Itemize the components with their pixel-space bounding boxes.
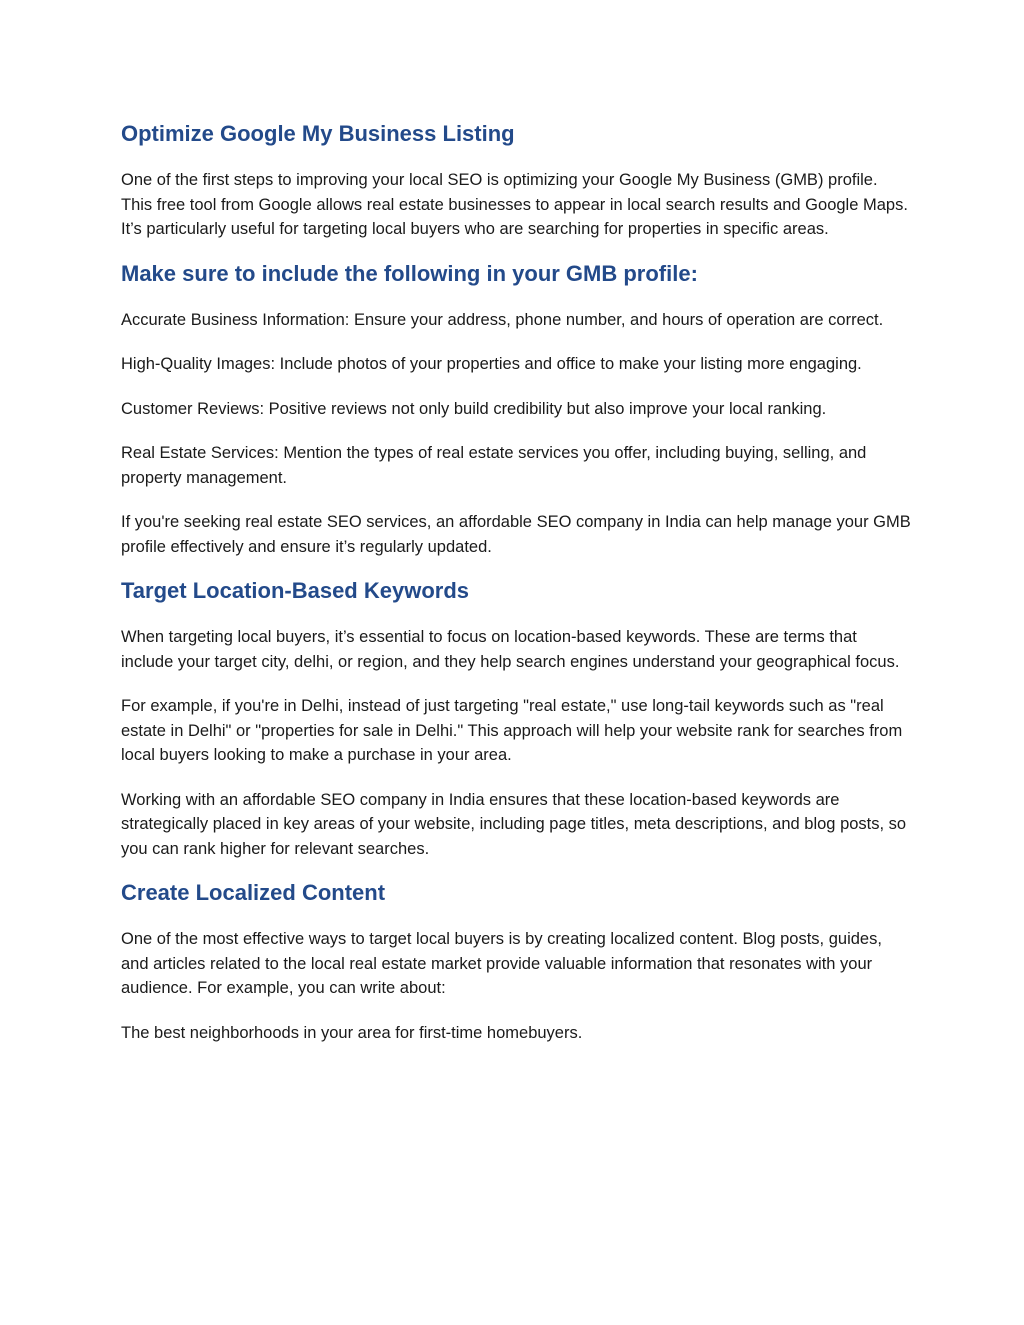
paragraph-content-intro: One of the most effective ways to target local buyers is by creating localized content. Blog posts, guides, and articles related to the local real estate market provide valuable information that resonates with your audience. For example, you can write about: [121,930,882,997]
paragraph-images: High-Quality Images: Include photos of your properties and office to make your listing more engaging. [121,355,862,373]
paragraph-seo-company: If you're seeking real estate SEO services, an affordable SEO company in India can help manage your GMB profile effectively and ensure it’s regularly updated. [121,513,911,556]
section-heading-content: Create Localized Content [121,880,386,905]
document-page [121,118,911,1045]
paragraph-neighborhoods: The best neighborhoods in your area for first-time homebuyers. [121,1023,583,1042]
paragraph-business-info: Accurate Business Information: Ensure your address, phone number, and hours of operation are correct. [121,310,884,329]
paragraph-gmb-intro: One of the first steps to improving your local SEO is optimizing your Google My Business (GMB) profile. This free tool from Google allows real estate businesses to appear in local search results and Google Maps. It’s particularly useful for targeting local buyers who are searching for properties in specific areas. [121,171,908,238]
paragraph-keywords-intro: When targeting local buyers, it’s essential to focus on location-based keywords. These are terms that include your target city, delhi, or region, and they help search engines understand your geographical focus. [121,628,900,671]
section-heading-gmb-profile: Make sure to include the following in your GMB profile: [121,260,698,286]
paragraph-services: Real Estate Services: Mention the types of real estate services you offer, including buying, selling, and property management. [121,444,867,487]
paragraph-reviews: Customer Reviews: Positive reviews not only build credibility but also improve your local ranking. [121,399,827,418]
section-heading-keywords: Target Location-Based Keywords [121,578,469,603]
section-heading-gmb: Optimize Google My Business Listing [121,121,515,146]
paragraph-keywords-company: Working with an affordable SEO company in India ensures that these location-based keywords are strategically placed in key areas of your website, including page titles, meta descriptions, and blog posts, so you can rank higher for relevant searches. [121,790,907,858]
paragraph-keywords-example: For example, if you're in Delhi, instead of just targeting "real estate," use long-tail keywords such as "real estate in Delhi" or "properties for sale in Delhi." This approach will help your website rank for searches from local buyers looking to make a purchase in your area. [121,697,903,764]
